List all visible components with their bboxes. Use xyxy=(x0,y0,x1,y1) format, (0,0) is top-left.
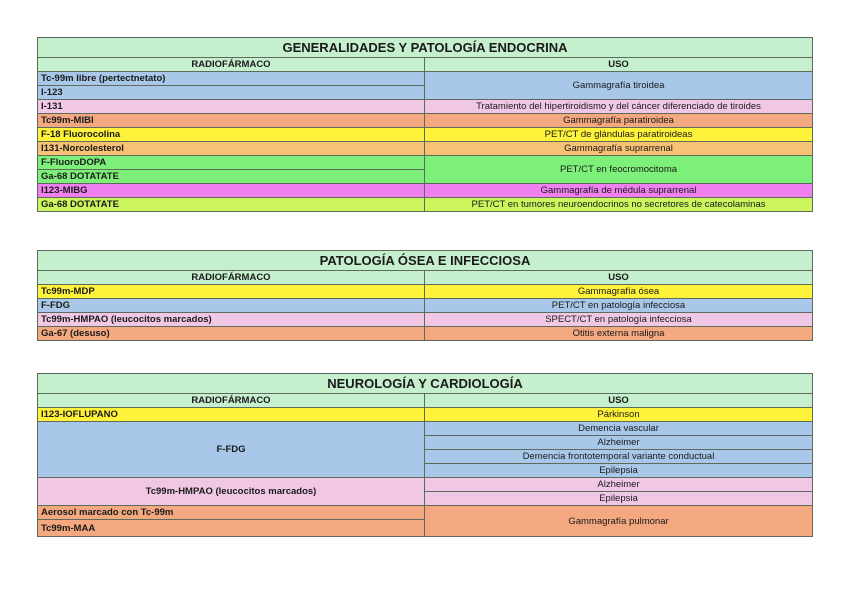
uso-cell: Demencia vascular xyxy=(425,422,813,436)
radiofarmaco-cell: Tc99m-MDP xyxy=(38,285,425,299)
table-row xyxy=(38,198,813,212)
column-header-uso: USO xyxy=(425,58,813,72)
uso-cell: Gammagrafía paratiroidea xyxy=(425,114,813,128)
radiofarmaco-cell: Tc99m-HMPAO (leucocitos marcados) xyxy=(38,478,425,506)
column-header-radiofarmaco: RADIOFÁRMACO xyxy=(38,58,425,72)
radiofarmaco-cell: I-131 xyxy=(38,100,425,114)
table-title: PATOLOGÍA ÓSEA E INFECCIOSA xyxy=(38,251,813,271)
column-header-uso: USO xyxy=(425,271,813,285)
uso-cell: Gammagrafía tiroidea xyxy=(425,72,813,100)
uso-cell: Alzheimer xyxy=(425,436,813,450)
radiofarmaco-cell: I123-MIBG xyxy=(38,184,425,198)
table-title: GENERALIDADES Y PATOLOGÍA ENDOCRINA xyxy=(38,38,813,58)
uso-cell: PET/CT de glándulas paratiroideas xyxy=(425,128,813,142)
table-row xyxy=(38,408,813,422)
uso-cell: Alzheimer xyxy=(425,478,813,492)
table-row xyxy=(38,142,813,156)
table-row xyxy=(38,100,813,114)
radiofarmaco-cell: Ga-67 (desuso) xyxy=(38,327,425,341)
uso-cell: SPECT/CT en patología infecciosa xyxy=(425,313,813,327)
table-row xyxy=(38,184,813,198)
uso-cell: Gammagrafía de médula suprarrenal xyxy=(425,184,813,198)
radiofarmaco-cell: Ga-68 DOTATATE xyxy=(38,198,425,212)
radiofarmaco-cell: F-18 Fluorocolina xyxy=(38,128,425,142)
uso-cell: Epilepsia xyxy=(425,492,813,506)
table-row xyxy=(38,156,813,170)
uso-cell: PET/CT en feocromocitoma xyxy=(425,156,813,184)
table-row xyxy=(38,299,813,313)
radiofarmaco-cell: Tc99m-MAA xyxy=(38,520,425,537)
radiofarmaco-cell: Aerosol marcado con Tc-99m xyxy=(38,506,425,520)
radiofarmaco-cell: Tc99m-MIBI xyxy=(38,114,425,128)
uso-cell: PET/CT en tumores neuroendocrinos no secretores de catecolaminas xyxy=(425,198,813,212)
table-title: NEUROLOGÍA Y CARDIOLOGÍA xyxy=(38,374,813,394)
uso-cell: Epilepsia xyxy=(425,464,813,478)
table-row xyxy=(38,478,813,492)
table-endocrina xyxy=(37,37,813,212)
table-row xyxy=(38,128,813,142)
uso-cell: Párkinson xyxy=(425,408,813,422)
table-row xyxy=(38,313,813,327)
radiofarmaco-cell: Ga-68 DOTATATE xyxy=(38,170,425,184)
uso-cell: Gammagrafía ósea xyxy=(425,285,813,299)
table-neurologia-cardiologia xyxy=(37,373,813,537)
table-row xyxy=(38,114,813,128)
radiofarmaco-cell: I131-Norcolesterol xyxy=(38,142,425,156)
table-row xyxy=(38,327,813,341)
radiofarmaco-cell: F-FluoroDOPA xyxy=(38,156,425,170)
radiofarmaco-cell: F-FDG xyxy=(38,299,425,313)
column-header-radiofarmaco: RADIOFÁRMACO xyxy=(38,271,425,285)
uso-cell: Otitis externa maligna xyxy=(425,327,813,341)
uso-cell: Demencia frontotemporal variante conductual xyxy=(425,450,813,464)
radiofarmaco-cell: I123-IOFLUPANO xyxy=(38,408,425,422)
table-row xyxy=(38,422,813,436)
table-row xyxy=(38,506,813,520)
table-osea-infecciosa xyxy=(37,250,813,341)
uso-cell: Gammagrafía suprarrenal xyxy=(425,142,813,156)
table-row xyxy=(38,72,813,86)
radiofarmaco-cell: Tc99m-HMPAO (leucocitos marcados) xyxy=(38,313,425,327)
radiofarmaco-cell: F-FDG xyxy=(38,422,425,478)
uso-cell: PET/CT en patología infecciosa xyxy=(425,299,813,313)
column-header-uso: USO xyxy=(425,394,813,408)
uso-cell: Tratamiento del hipertiroidismo y del cáncer diferenciado de tiroides xyxy=(425,100,813,114)
radiofarmaco-cell: Tc-99m libre (pertectnetato) xyxy=(38,72,425,86)
table-row xyxy=(38,285,813,299)
radiofarmaco-cell: I-123 xyxy=(38,86,425,100)
uso-cell: Gammagrafía pulmonar xyxy=(425,506,813,537)
column-header-radiofarmaco: RADIOFÁRMACO xyxy=(38,394,425,408)
